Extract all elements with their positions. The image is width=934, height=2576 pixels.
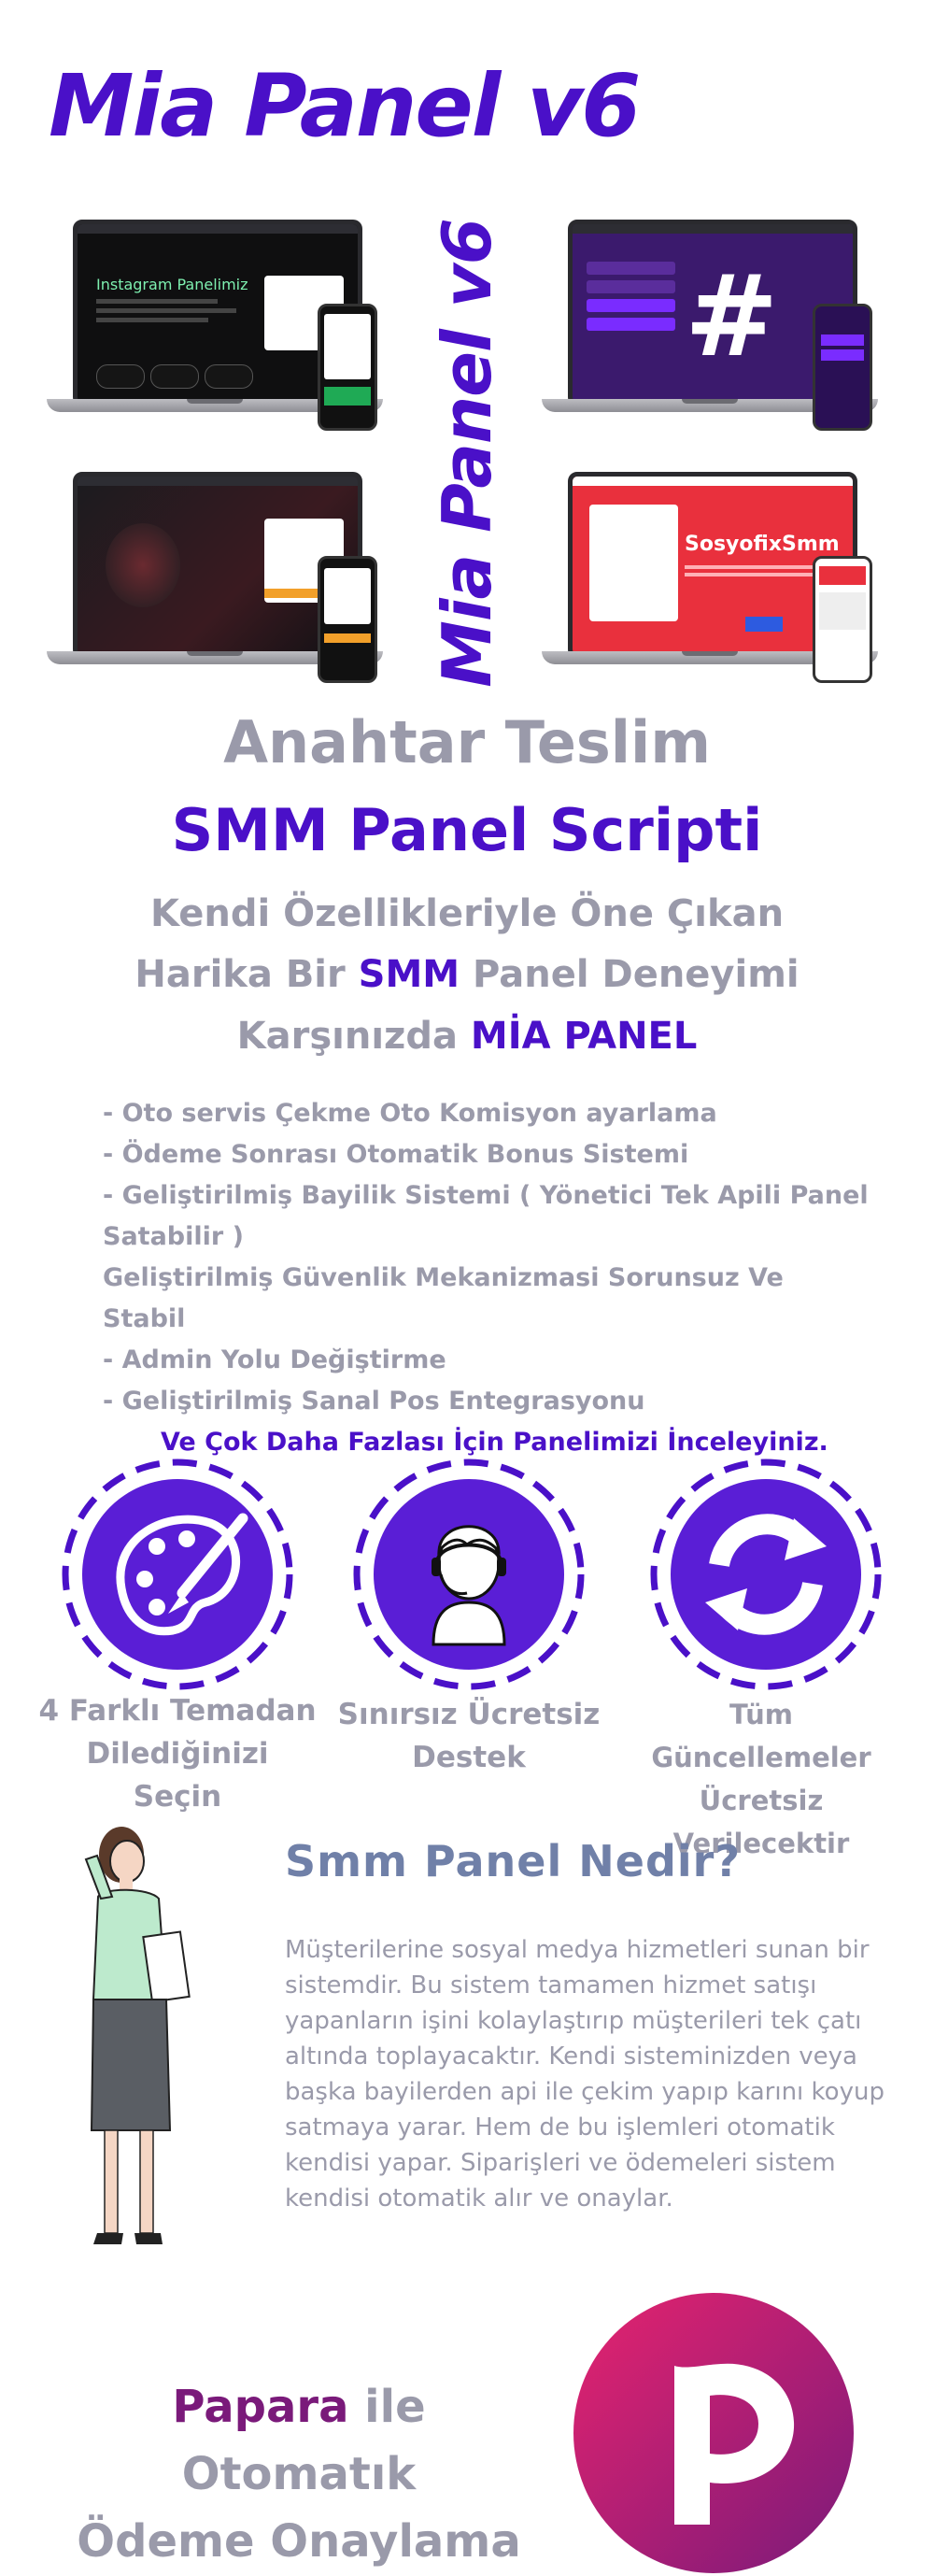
headline-desc-line3: Karşınızda MİA PANEL — [236, 1015, 698, 1058]
vertical-title-text: Mia Panel v6 — [428, 219, 506, 688]
badge-caption-support: Sınırsız Ücretsiz Destek — [337, 1698, 601, 1774]
headline-desc-line1: Kendi Özellikleriyle Öne Çıkan — [149, 892, 785, 935]
badge-palette — [56, 1453, 299, 1696]
feature-item: Geliştirilmiş Güvenlik Mekanizmasi Sorunsuz Ve Stabil — [103, 1263, 784, 1333]
badge-support — [347, 1453, 590, 1696]
feature-item: - Geliştirilmiş Bayilik Sistemi ( Yönetici Tek Apili Panel — [103, 1181, 869, 1210]
papara-text: Papara ile Otomatık Ödeme Onaylama — [77, 2381, 521, 2568]
mockup-gaming-theme — [47, 472, 392, 687]
feature-item: - Geliştirilmiş Sanal Pos Entegrasyonu — [103, 1387, 645, 1416]
smm-description: Müşterilerine sosyal medya hizmetleri sunan bir sistemdir. Bu sistem tamamen hizmet satışı yapanların işini kolaylaştırıp müşterileri tek çatı altında toplayacaktır. Kendi sisteminizden veya başka bayilerden api ile çekim yapıp karını koyup satmaya yarar. Hem de bu işlemleri otomatik kendisi yapar. Siparişleri ve ödemeleri sistem kendisi otomatik alır ve onaylar. — [285, 1936, 884, 2213]
mia-panel-highlight: MİA PANEL — [470, 1015, 698, 1058]
hashtag-icon: # — [685, 252, 779, 382]
mockup-dark-theme — [47, 220, 392, 434]
vertical-title — [397, 219, 537, 688]
phone-mockup — [318, 304, 377, 431]
smm-heading: Smm Panel Nedir? — [285, 1836, 742, 1886]
page-title: Mia Panel v6 — [49, 56, 640, 156]
palette-icon — [56, 1453, 299, 1696]
features-footer: Ve Çok Daha Fazlası İçin Panelimizi İnceleyiniz. — [161, 1428, 828, 1457]
mockup-heading: SosyofixSmm — [685, 533, 840, 556]
papara-logo — [572, 2291, 856, 2576]
mockup-heading: Instagram Panelimiz — [96, 276, 248, 293]
smm-highlight: SMM — [358, 953, 460, 996]
feature-item: - Oto servis Çekme Oto Komisyon ayarlama — [103, 1099, 717, 1128]
papara-brand: Papara — [172, 2381, 349, 2433]
refresh-icon — [644, 1453, 887, 1696]
woman-illustration — [65, 1822, 224, 2270]
feature-item: - Ödeme Sonrası Otomatik Bonus Sistemi — [103, 1140, 689, 1169]
phone-mockup — [813, 304, 872, 431]
badge-caption-themes: 4 Farklı Temadan Dilediğinizi Seçin — [38, 1694, 317, 1814]
support-agent-icon — [347, 1453, 590, 1696]
feature-list — [103, 1093, 869, 1463]
mockup-red-theme — [542, 472, 887, 687]
feature-item: Satabilir ) — [103, 1222, 244, 1251]
badge-caption-updates: Tüm Güncellemeler Ücretsiz Verilecektir — [651, 1699, 871, 1859]
phone-mockup — [318, 556, 377, 683]
badge-refresh — [644, 1453, 887, 1696]
headline-line1: Anahtar Teslim — [223, 708, 711, 776]
feature-item: - Admin Yolu Değiştirme — [103, 1345, 446, 1374]
headline-line2: SMM Panel Scripti — [171, 796, 763, 864]
phone-mockup — [813, 556, 872, 683]
headline-desc-line2: Harika Bir SMM Panel Deneyimi — [134, 953, 800, 996]
mockup-purple-theme — [542, 220, 887, 434]
